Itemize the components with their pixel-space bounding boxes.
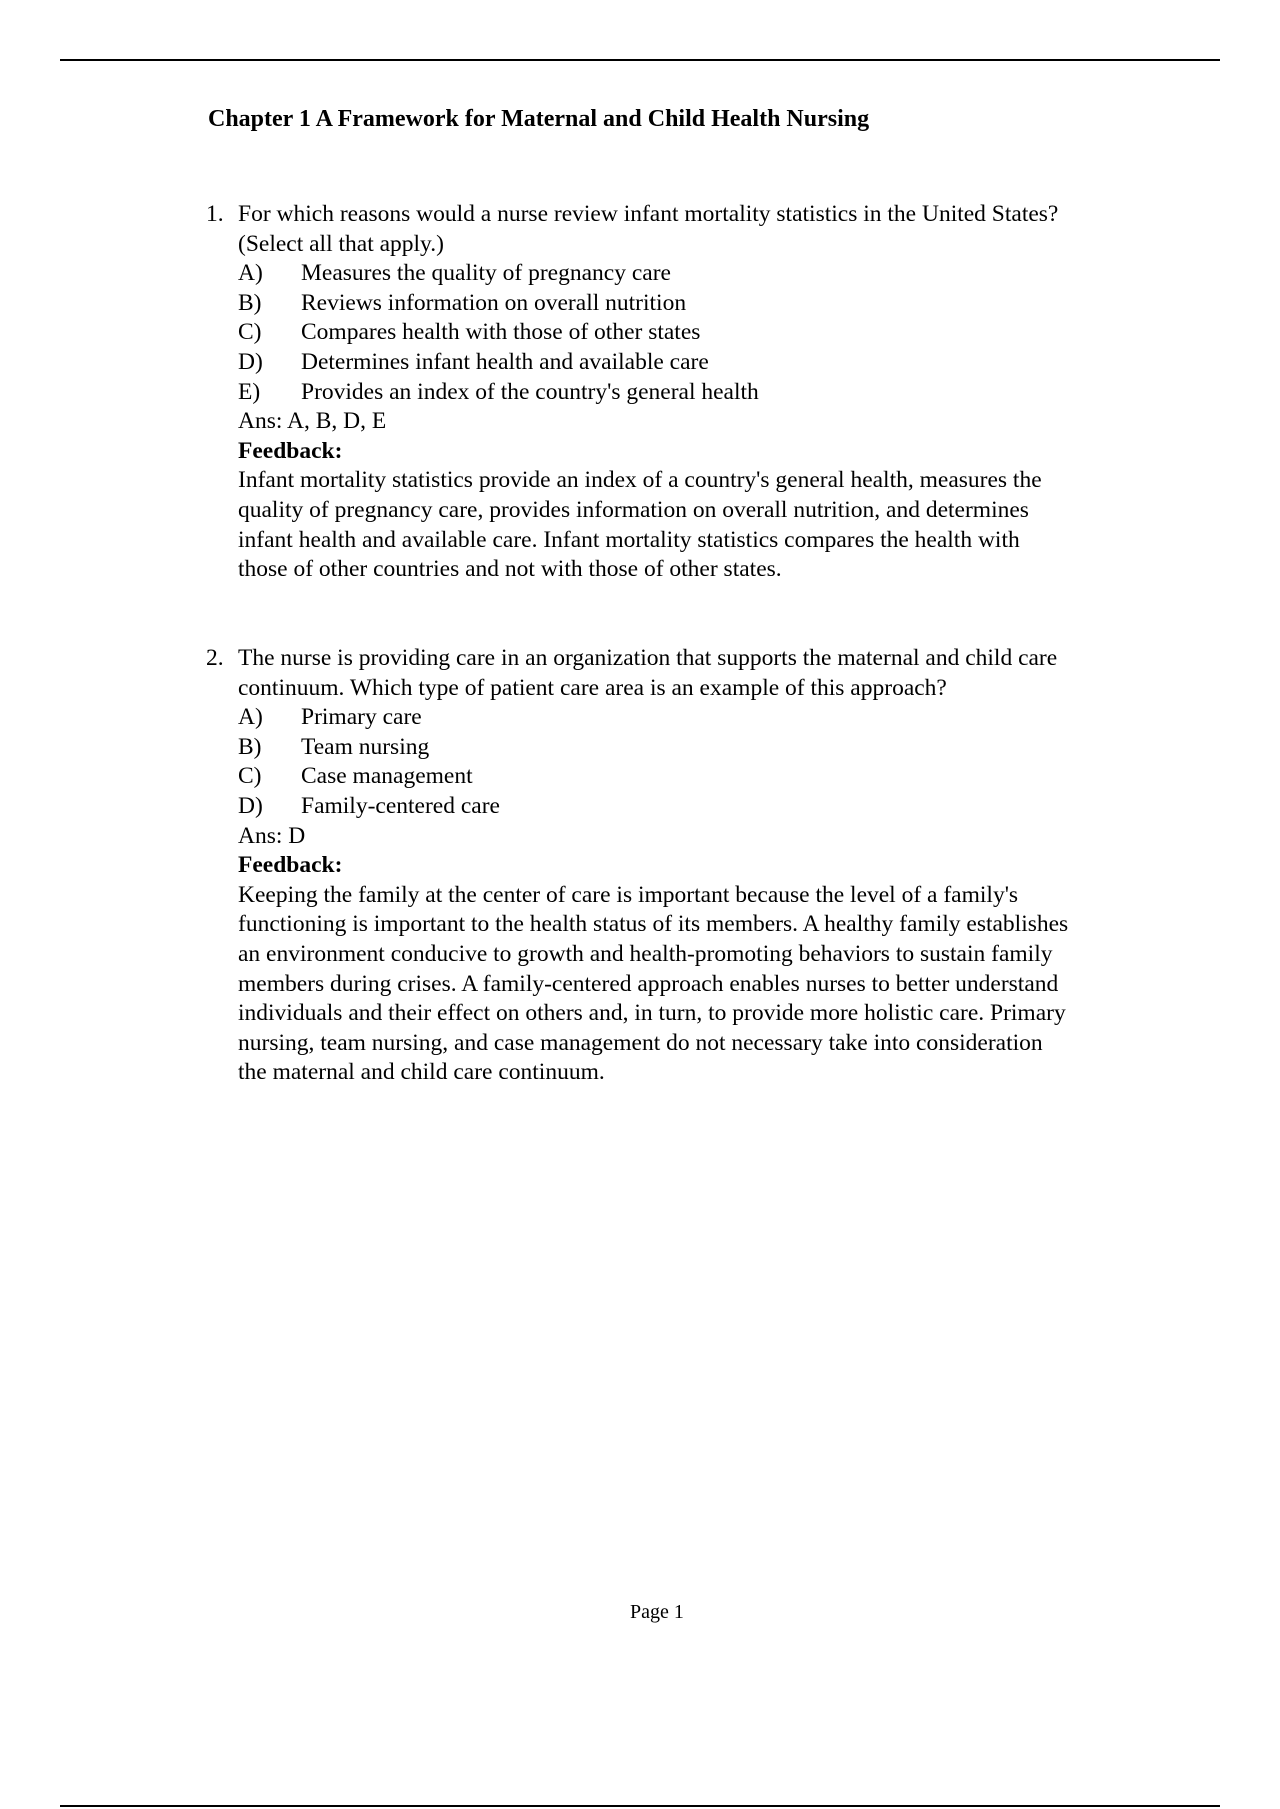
option-letter: D)	[238, 348, 263, 375]
option-text: Team nursing	[301, 733, 430, 760]
feedback-text	[206, 466, 1166, 584]
option-letter: A)	[238, 704, 263, 731]
option-text: Case management	[301, 763, 473, 790]
feedback-line: an environment conducive to growth and health-promoting behaviors to sustain family	[238, 940, 1053, 967]
feedback-line: those of other countries and not with those of other states.	[238, 556, 782, 583]
option-letter: C)	[238, 763, 262, 790]
question-2	[206, 644, 1166, 1088]
option-letter: C)	[238, 319, 262, 346]
feedback-line: nursing, team nursing, and case management do not necessary take into consideration	[238, 1029, 1043, 1056]
question-1-stem	[206, 200, 1166, 259]
question-stem-line: continuum. Which type of patient care area is an example of this approach?	[238, 674, 947, 701]
answer-option-e	[238, 378, 1166, 408]
answer-option-b	[238, 289, 1166, 319]
feedback-line: members during crises. A family-centered approach enables nurses to better understand	[238, 970, 1059, 997]
feedback-line: functioning is important to the health status of its members. A healthy family establishes	[238, 911, 1069, 938]
option-text: Measures the quality of pregnancy care	[301, 260, 671, 287]
page-number: Page 1	[630, 1601, 684, 1623]
answer-option-a	[238, 259, 1166, 289]
feedback-line: individuals and their effect on others and, in turn, to provide more holistic care. Primary	[238, 1000, 1066, 1027]
answer-option-c	[238, 318, 1166, 348]
chapter-title: Chapter 1 A Framework for Maternal and Child Health Nursing	[208, 106, 870, 132]
answer-key: Ans: A, B, D, E	[238, 408, 387, 435]
answer-option-d	[238, 792, 1166, 822]
question-stem-line: For which reasons would a nurse review infant mortality statistics in the United States?	[238, 201, 1059, 227]
option-text: Reviews information on overall nutrition	[301, 289, 687, 316]
feedback-line: quality of pregnancy care, provides information on overall nutrition, and determines	[238, 496, 1029, 523]
answer-options	[206, 259, 1166, 407]
option-text: Provides an index of the country's general health	[301, 378, 759, 405]
feedback-heading: Feedback:	[238, 437, 343, 464]
option-text: Compares health with those of other states	[301, 319, 701, 346]
answer-option-c	[238, 762, 1166, 792]
option-text: Primary care	[301, 704, 422, 731]
option-text: Determines infant health and available care	[301, 348, 709, 375]
option-text: Family-centered care	[301, 792, 500, 819]
feedback-text	[206, 881, 1166, 1088]
question-2-stem	[206, 644, 1166, 703]
answer-option-d	[238, 348, 1166, 378]
feedback-heading: Feedback:	[238, 852, 343, 879]
option-letter: D)	[238, 792, 263, 819]
answer-option-a	[238, 703, 1166, 733]
question-1	[206, 200, 1166, 585]
question-number: 1.	[206, 201, 224, 227]
top-rule	[60, 59, 1220, 61]
feedback-line: Infant mortality statistics provide an index of a country's general health, measures the	[238, 467, 1042, 494]
option-letter: A)	[238, 260, 263, 287]
answer-options	[206, 703, 1166, 821]
bottom-rule	[60, 1805, 1220, 1807]
option-letter: E)	[238, 378, 261, 405]
feedback-line: the maternal and child care continuum.	[238, 1059, 605, 1086]
option-letter: B)	[238, 733, 262, 760]
feedback-line: infant health and available care. Infant mortality statistics compares the health with	[238, 526, 1020, 553]
question-stem-line: The nurse is providing care in an organization that supports the maternal and child care	[238, 645, 1058, 671]
answer-key: Ans: D	[238, 822, 306, 849]
question-number: 2.	[206, 645, 224, 671]
feedback-line: Keeping the family at the center of care is important because the level of a family's	[238, 881, 1019, 908]
option-letter: B)	[238, 289, 262, 316]
answer-option-b	[238, 733, 1166, 763]
question-stem-line: (Select all that apply.)	[238, 230, 444, 257]
